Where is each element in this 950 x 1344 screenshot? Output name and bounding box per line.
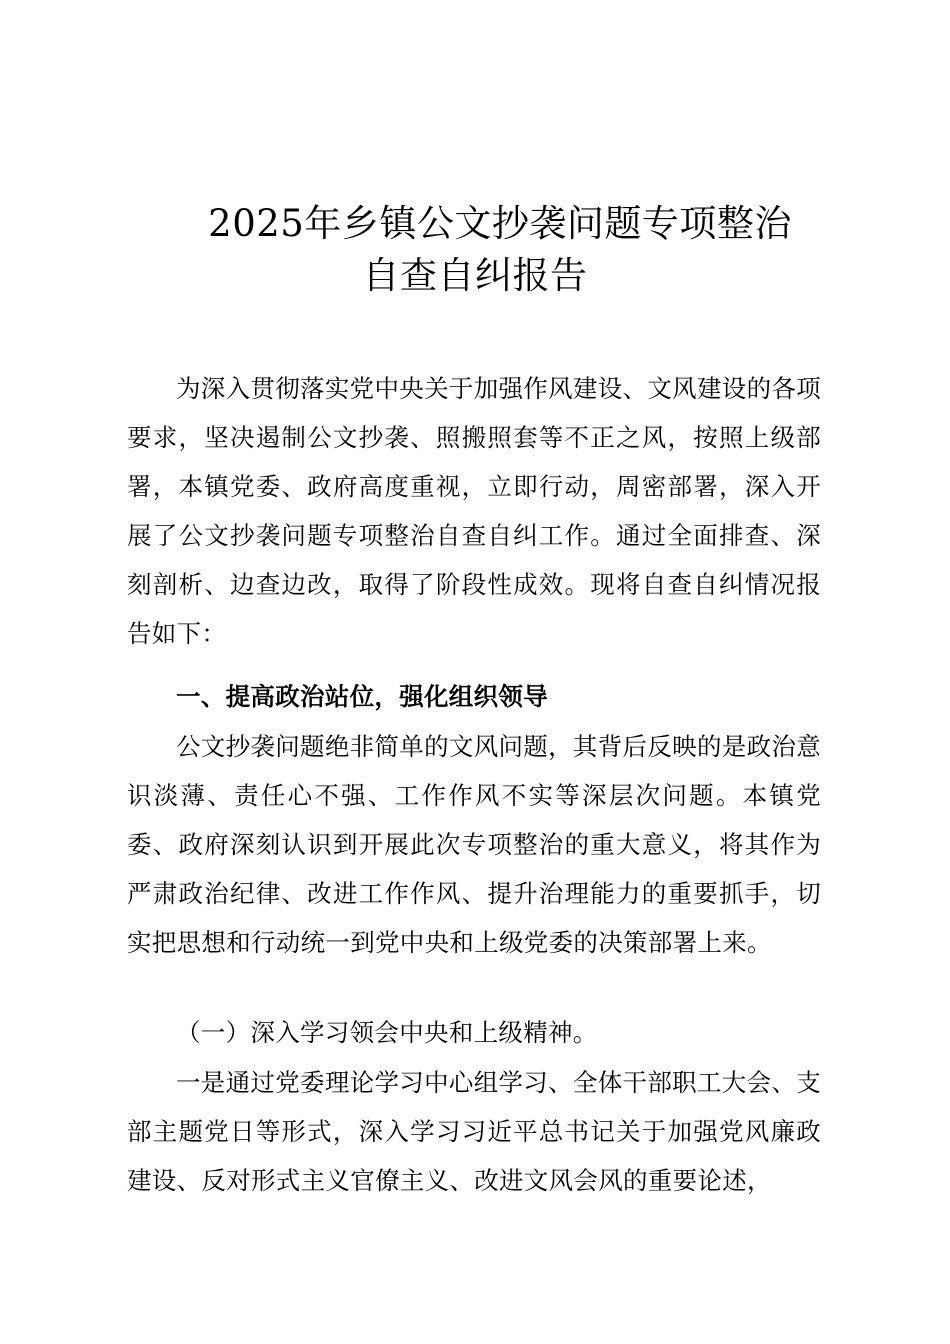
section-heading-1: 一、提高政治站位，强化组织领导 xyxy=(176,682,548,711)
document-title-line1: 2025年乡镇公文抄袭问题专项整治 xyxy=(208,202,792,245)
paragraph-section1: 公文抄袭问题绝非简单的文风问题，其背后反映的是政治意识淡薄、责任心不强、工作作风不实等深层次问题。本镇党委、政府深刻认识到开展此次专项整治的重大意义，将其作为严肃政治纪律、改进工作作风、提升治理能力的重要抓手，切实把思想和行动统一到党中央和上级党委的决策部署上来。 xyxy=(127,732,821,957)
document-title-line2: 自查自纠报告 xyxy=(362,254,588,297)
paragraph-intro: 为深入贯彻落实党中央关于加强作风建设、文风建设的各项要求，坚决遏制公文抄袭、照搬照套等不正之风，按照上级部署，本镇党委、政府高度重视，立即行动，周密部署，深入开展了公文抄袭问题专项整治自查自纠工作。通过全面排查、深刻剖析、边查边改，取得了阶段性成效。现将自查自纠情况报告如下： xyxy=(127,374,821,648)
subsection-heading-1: （一）深入学习领会中央和上级精神。 xyxy=(176,1018,598,1047)
paragraph-subsection1: 一是通过党委理论学习中心组学习、全体干部职工大会、支部主题党日等形式，深入学习习近平总书记关于加强党风廉政建设、反对形式主义官僚主义、改进文风会风的重要论述， xyxy=(127,1068,821,1195)
